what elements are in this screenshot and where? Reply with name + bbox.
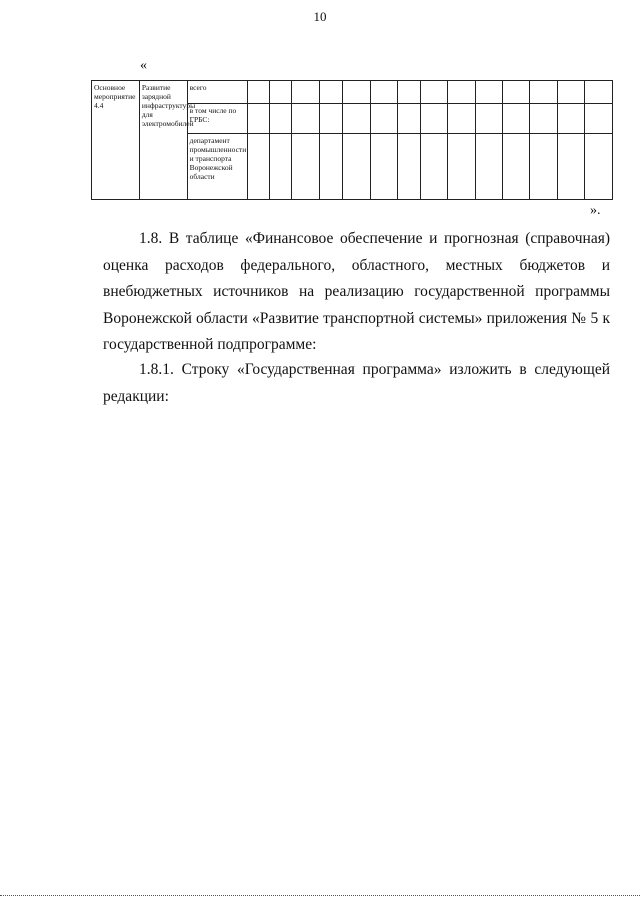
paragraph-text: 1.8.1. Строку «Государственная программа» изложить в следующей редакции: xyxy=(103,361,610,405)
empty-cell xyxy=(270,81,292,104)
empty-cell xyxy=(292,104,319,134)
budget-table xyxy=(91,80,613,200)
empty-cell xyxy=(475,81,502,104)
empty-cell xyxy=(585,104,613,134)
empty-cell xyxy=(530,134,557,200)
empty-cell xyxy=(557,134,584,200)
empty-cell xyxy=(270,104,292,134)
empty-cell xyxy=(292,81,319,104)
empty-cell xyxy=(319,104,342,134)
row-label-grbs: в том числе по ГРБС: xyxy=(187,104,247,134)
empty-cell xyxy=(530,81,557,104)
empty-cell xyxy=(319,134,342,200)
footer-rule xyxy=(0,895,640,896)
empty-cell xyxy=(398,81,420,104)
empty-cell xyxy=(530,104,557,134)
paragraph-1-8-1 xyxy=(103,357,610,410)
empty-cell xyxy=(247,134,269,200)
page-number: 10 xyxy=(313,9,327,24)
closing-quote-mark: ». xyxy=(590,203,601,218)
empty-cell xyxy=(448,104,475,134)
empty-cell xyxy=(370,81,397,104)
empty-cell xyxy=(420,81,447,104)
empty-cell xyxy=(398,134,420,200)
empty-cell xyxy=(319,81,342,104)
empty-cell xyxy=(557,104,584,134)
opening-quote-mark: « xyxy=(140,58,147,73)
paragraph-text: 1.8. В таблице «Финансовое обеспечение и прогнозная (справочная) оценка расходов федерального, областного, местных бюджетов и внебюджетных источников на реализацию государственной программы Воронежской области «Развитие транспортной системы» приложения № 5 к государственной подпрограмме: xyxy=(103,230,610,353)
empty-cell xyxy=(247,81,269,104)
empty-cell xyxy=(448,81,475,104)
empty-cell xyxy=(502,134,529,200)
empty-cell xyxy=(585,81,613,104)
empty-cell xyxy=(370,134,397,200)
empty-cell xyxy=(343,104,370,134)
empty-cell xyxy=(585,134,613,200)
paragraph-1-8 xyxy=(103,226,610,359)
empty-cell xyxy=(420,104,447,134)
empty-cell xyxy=(270,134,292,200)
empty-cell xyxy=(502,104,529,134)
measure-name-cell: Развитие зарядной инфраструктуры для электромобилей xyxy=(139,81,187,200)
empty-cell xyxy=(475,134,502,200)
table-row-total xyxy=(92,81,613,104)
empty-cell xyxy=(502,81,529,104)
row-label-total: всего xyxy=(187,81,247,104)
empty-cell xyxy=(343,81,370,104)
empty-cell xyxy=(370,104,397,134)
empty-cell xyxy=(343,134,370,200)
empty-cell xyxy=(557,81,584,104)
empty-cell xyxy=(247,104,269,134)
empty-cell xyxy=(448,134,475,200)
empty-cell xyxy=(292,134,319,200)
measure-cell: Основное мероприятие 4.4 xyxy=(92,81,140,200)
empty-cell xyxy=(475,104,502,134)
empty-cell xyxy=(398,104,420,134)
row-label-department: департамент промышленности и транспорта Воронежской области xyxy=(187,134,247,200)
empty-cell xyxy=(420,134,447,200)
